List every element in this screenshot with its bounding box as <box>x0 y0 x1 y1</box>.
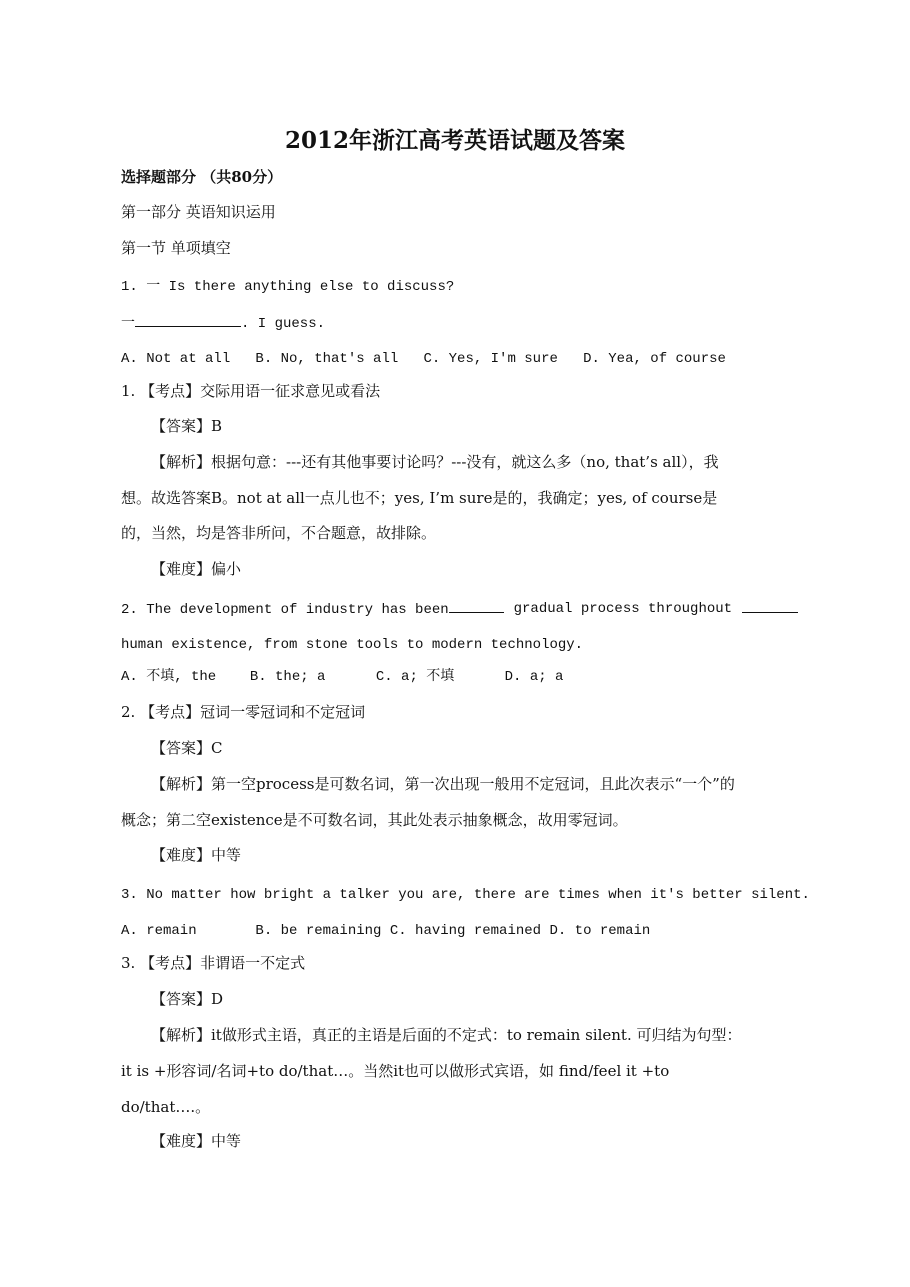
q1-answer-blank <box>135 313 241 327</box>
q2-difficulty: 【难度】中等 <box>151 846 242 864</box>
q3-analysis-line1: 【解析】it做形式主语，真正的主语是后面的不定式：to remain silent. 可归结为句型： <box>151 1026 742 1044</box>
q3-question: 3. No matter how bright a talker you are, there are times when it's better silent. <box>121 887 810 903</box>
q2-question-line2: human existence, from stone tools to modern technology. <box>121 637 584 653</box>
q3-answer: 【答案】D <box>151 990 224 1008</box>
q1-response-suffix: . I guess. <box>241 316 326 332</box>
q3-analysis-line2: it is +形容词/名词+to do/that…。当然it也可以做形式宾语，如 find/feel it +to <box>121 1062 670 1080</box>
q2-blank-1 <box>449 599 504 613</box>
q1-analysis-line3: 的，当然，均是答非所问，不合题意，故排除。 <box>121 524 437 542</box>
q1-response <box>121 313 798 334</box>
q2-answer: 【答案】C <box>151 739 223 757</box>
q3-point: 3. 【考点】非谓语一不定式 <box>121 954 306 972</box>
q1-difficulty: 【难度】偏小 <box>151 560 242 578</box>
page-title: 2012年浙江高考英语试题及答案 <box>284 127 625 154</box>
part-heading: 第一部分 英语知识运用 <box>121 203 276 221</box>
q1-analysis-line1: 【解析】根据句意：---还有其他事要讨论吗？---没有，就这么多（no, that’s all），我 <box>151 453 719 471</box>
q3-options: A. remain B. be remaining C. having remained D. to remain <box>121 923 651 939</box>
q2-question-start: 2. The development of industry has been <box>121 599 504 620</box>
subpart-heading: 第一节 单项填空 <box>121 239 231 257</box>
q2-point: 2. 【考点】冠词一零冠词和不定冠词 <box>121 703 366 721</box>
q2-question-line1 <box>121 599 798 620</box>
q2-options: A. 不填, the B. the; a C. a; 不填 D. a; a <box>121 669 564 685</box>
q2-question-mid: gradual process throughout <box>513 601 733 617</box>
q3-analysis-line3: do/that….。 <box>121 1098 211 1116</box>
q2-blank-2 <box>742 599 798 613</box>
q1-answer: 【答案】B <box>151 417 223 435</box>
q3-difficulty: 【难度】中等 <box>151 1132 242 1150</box>
q1-options: A. Not at all B. No, that's all C. Yes, I'm sure D. Yea, of course <box>121 351 726 367</box>
q1-point: 1. 【考点】交际用语一征求意见或看法 <box>121 382 381 400</box>
q2-analysis-line2: 概念；第二空existence是不可数名词，其此处表示抽象概念，故用零冠词。 <box>121 811 628 829</box>
q2-analysis-line1: 【解析】第一空process是可数名词，第一次出现一般用不定冠词，且此次表示“一个”的 <box>151 775 735 793</box>
q1-question: 1. 一 Is there anything else to discuss? <box>121 279 455 295</box>
q1-analysis-line2: 想。故选答案B。not at all一点儿也不；yes, I’m sure是的，我确定；yes, of course是 <box>121 489 718 507</box>
section-heading: 选择题部分 （共80分） <box>121 168 283 186</box>
q1-response-prefix: 一 <box>121 316 135 332</box>
